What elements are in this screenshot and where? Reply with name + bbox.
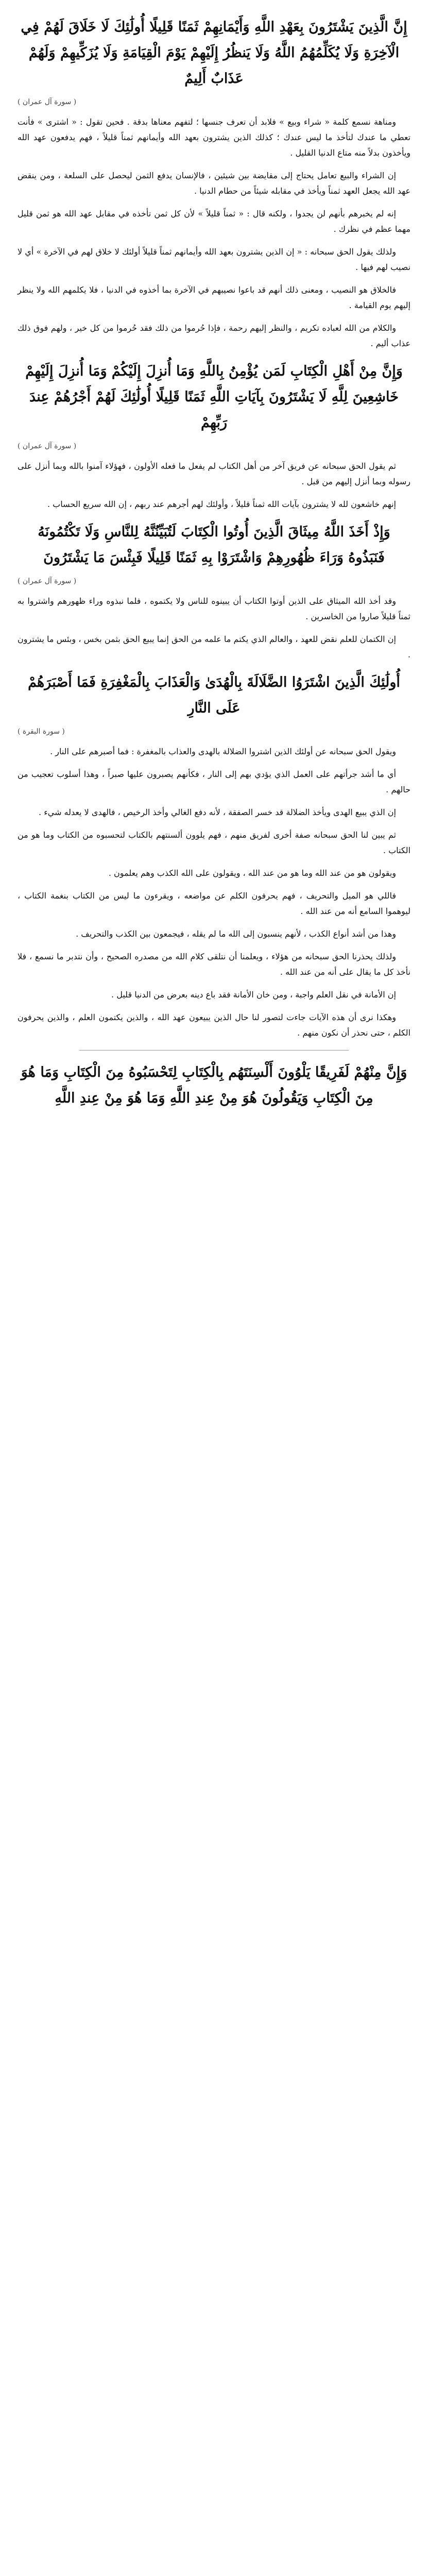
paragraph: ويقولون هو من عند الله وما هو من عند الله ، ويقولون على الله الكذب وهم يعلمون .	[108, 868, 396, 878]
paragraph: إنهم خاشعون لله لا يشترون بآيات الله ثمناً قليلاً ، وأولئك لهم أجرهم عند ربهم ، إن الله سريع الحساب .	[47, 499, 396, 509]
paragraph: إن الذي يبيع الهدى ويأخذ الضلالة قد خسر الصفقة ، لأنه دفع الغالي وأخذ الرخيص ، فالهدى لا يعدله شيء .	[39, 807, 396, 817]
paragraph: ثم يقول الحق سبحانه عن فريق آخر من أهل الكتاب لم يفعل ما فعله الأولون ، فهؤلاء آمنوا بالله وبما أنزل على رسوله وبما أنزل إليهم من قبل .	[18, 461, 410, 486]
verse-reference: ( سورة آل عمران )	[18, 98, 77, 106]
paragraph: إن الأمانة في نقل العلم واجبة ، ومن خان الأمانة فقد باع دينه بعرض من الدنيا قليل .	[111, 990, 396, 999]
verse-reference: ( سورة آل عمران )	[18, 577, 77, 585]
paragraph: وهكذا نرى أن هذه الآيات جاءت لتصور لنا حال الذين يبيعون عهد الله ، والذين يكتمون العلم ، والذين يحرفون الكلم ، حتى نحذر أن نكون منهم .	[18, 1012, 410, 1038]
quran-verse: وَإِنَّ مِنْ أَهْلِ الْكِتَابِ لَمَن يُؤْمِنُ بِاللَّهِ وَمَا أُنزِلَ إِلَيْكُمْ وَمَا أُنزِلَ إِلَيْهِمْ خَاشِعِينَ لِلَّهِ لَا يَشْتَرُونَ بِآيَاتِ اللَّهِ ثَمَنًا قَلِيلًا أُولَٰئِكَ لَهُمْ أَجْرُهُمْ عِندَ رَبِّهِمْ	[25, 363, 403, 431]
paragraph: ويقول الحق سبحانه عن أولئك الذين اشتروا الضلالة بالهدى والعذاب بالمغفرة : فما أصبرهم على النار .	[50, 747, 396, 756]
paragraph: ولذلك يحذرنا الحق سبحانه من هؤلاء ، ويعلمنا أن نتلقى كلام الله من مصدره الصحيح ، وأن نتدبر ما نسمع ، فلا نأخذ كل ما يقال على أنه من عند الله .	[18, 952, 410, 977]
quran-verse: أُولَٰئِكَ الَّذِينَ اشْتَرَوُا الضَّلَالَةَ بِالْهُدَىٰ وَالْعَذَابَ بِالْمَغْفِرَةِ فَمَا أَصْبَرَهُمْ عَلَى النَّارِ	[28, 674, 400, 716]
paragraph: إن الكتمان للعلم نقض للعهد ، والعالم الذي يكتم ما علمه من الحق إنما يبيع الحق بثمن بخس ، وبئس ما يشترون .	[18, 634, 410, 659]
verse-reference: ( سورة البقرة )	[18, 727, 65, 736]
paragraph: وهذا من أشد أنواع الكذب ، لأنهم ينسبون إلى الله ما لم يقله ، فيجمعون بين الكذب والتحريف .	[76, 929, 396, 939]
quran-verse: وَإِنَّ مِنْهُمْ لَفَرِيقًا يَلْوُونَ أَلْسِنَتَهُم بِالْكِتَابِ لِتَحْسَبُوهُ مِنَ الْكِتَابِ وَمَا هُوَ مِنَ الْكِتَابِ وَيَقُولُونَ هُوَ مِنْ عِندِ اللَّهِ وَمَا هُوَ مِنْ عِندِ اللَّهِ	[21, 1064, 407, 1106]
paragraph: فاللي هو الميل والتحريف ، فهم يحرفون الكلم عن مواضعه ، ويقرءون ما ليس من الكتاب بنغمة الكتاب ، ليوهموا السامع أنه من عند الله .	[18, 891, 410, 916]
quran-verse: إِنَّ الَّذِينَ يَشْتَرُونَ بِعَهْدِ اللَّهِ وَأَيْمَانِهِمْ ثَمَنًا قَلِيلًا أُولَٰئِكَ لَا خَلَاقَ لَهُمْ فِي الْآخِرَةِ وَلَا يُكَلِّمُهُمُ اللَّهُ وَلَا يَنظُرُ إِلَيْهِمْ يَوْمَ الْقِيَامَةِ وَلَا يُزَكِّيهِمْ وَلَهُمْ عَذَابٌ أَلِيمٌ	[21, 19, 407, 87]
paragraph: فالخلاق هو النصيب ، ومعنى ذلك أنهم قد باعوا نصيبهم في الآخرة بما أخذوه في الدنيا ، فلا يكلمهم الله ولا ينظر إليهم يوم القيامة .	[18, 285, 410, 310]
paragraph: إن الشراء والبيع تعامل يحتاج إلى مقايضة بين شيئين ، فالإنسان يدفع الثمن ليحصل على السلعة ، ومن ينقض عهد الله يجعل العهد ثمناً ويأخذ في مقابله شيئاً من حطام الدنيا .	[18, 171, 410, 196]
verse-reference: ( سورة آل عمران )	[18, 442, 77, 450]
paragraph: وقد أخذ الله الميثاق على الذين أوتوا الكتاب أن يبينوه للناس ولا يكتموه ، فلما نبذوه وراء ظهورهم واشتروا به ثمناً قليلاً صاروا من الخاسرين .	[18, 596, 410, 621]
paragraph: أي ما أشد جرأتهم على العمل الذي يؤدي بهم إلى النار ، فكأنهم يصبرون عليها صبراً ، وهذا أسلوب تعجيب من حالهم .	[18, 769, 410, 794]
paragraph: ولذلك يقول الحق سبحانه : « إن الذين يشترون بعهد الله وأيمانهم ثمناً قليلاً أولئك لا خلاق لهم في الآخرة » أي لا نصيب لهم فيها .	[18, 247, 410, 272]
paragraph: إنه لم يخبرهم بأنهم لن يجدوا ، ولكنه قال : « ثمناً قليلاً » لأن كل ثمن تأخذه في مقابل عهد الله هو ثمن قليل مهما عظم في نظرك .	[18, 209, 410, 234]
paragraph: والكلام من الله لعباده تكريم ، والنظر إليهم رحمة ، فإذا حُرموا من ذلك فقد حُرموا من كل خير ، ولهم فوق ذلك عذاب أليم .	[18, 323, 410, 348]
paragraph: ثم يبين لنا الحق سبحانه صفة أخرى لفريق منهم ، فهم يلوون ألسنتهم بالكتاب لتحسبوه من الكتاب وما هو من الكتاب .	[18, 830, 410, 855]
paragraph: ومناهة نسمع كلمة « شراء وبيع » فلابد أن تعرف جنسها ؛ لتفهم معناها بدقة . فحين تقول : « اشترى » فأنت تعطي ما عندك لتأخذ ما ليس عندك ؛ كذلك الذين يشترون بعهد الله وأيمانهم ثمناً قليلاً ، فهم يدفعون عهد الله ويأخذون بدلاً منه متاع الدنيا القليل .	[18, 117, 411, 158]
quran-verse: وَإِذْ أَخَذَ اللَّهُ مِيثَاقَ الَّذِينَ أُوتُوا الْكِتَابَ لَتُبَيِّنُنَّهُ لِلنَّاسِ وَلَا تَكْتُمُونَهُ فَنَبَذُوهُ وَرَاءَ ظُهُورِهِمْ وَاشْتَرَوْا بِهِ ثَمَنًا قَلِيلًا فَبِئْسَ مَا يَشْتَرُونَ	[38, 524, 390, 566]
